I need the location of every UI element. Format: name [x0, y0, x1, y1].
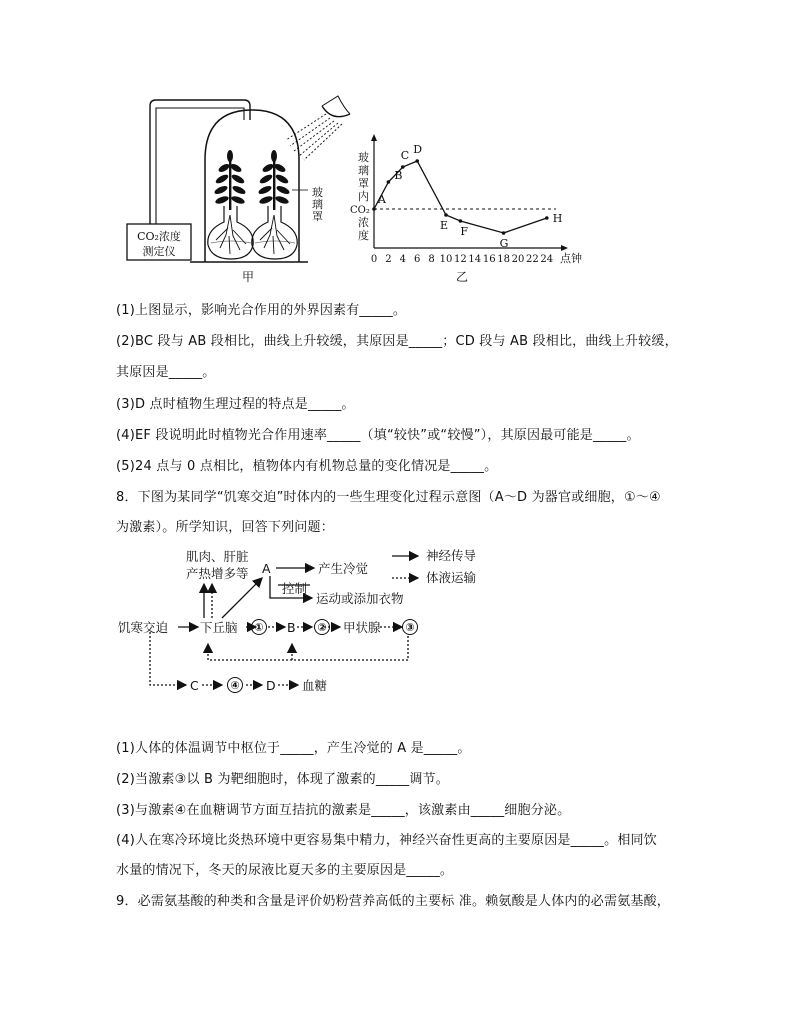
question-7-2a: (2)BC 段与 AB 段相比，曲线上升较缓，其原因是_____；CD 段与 AB 段相比，曲线上升较缓， — [116, 334, 678, 349]
legend-neural-label: 神经传导 — [426, 548, 477, 563]
question-8-3: (3)与激素④在血糖调节方面互拮抗的激素是_____，该激素由_____细胞分泌。 — [116, 803, 571, 818]
glass-label-1: 玻 — [312, 186, 323, 199]
x-tick-label: 24 — [540, 254, 554, 265]
node-c: C — [190, 678, 199, 693]
x-tick-label: 2 — [385, 254, 392, 265]
point-label: F — [460, 225, 469, 238]
x-tick-label: 10 — [439, 254, 453, 265]
blood-sugar-label: 血糖 — [302, 678, 328, 693]
muscle-liver-label: 肌肉、肝脏 — [186, 549, 249, 564]
heat-increase-label: 产热增多等 — [186, 566, 249, 581]
hormone-1-badge: ① — [251, 619, 267, 635]
x-tick-label: 14 — [468, 254, 482, 265]
thyroid-label: 甲状腺 — [343, 620, 381, 635]
question-7-2b: 其原因是_____。 — [116, 365, 216, 380]
svg-text:罩: 罩 — [358, 177, 369, 190]
node-a: A — [262, 561, 271, 576]
question-8-intro-1: 8．下图为某同学“饥寒交迫”时体内的一些生理变化过程示意图（A～D 为器官或细胞，①～④ — [116, 490, 661, 505]
svg-text:玻: 玻 — [358, 151, 369, 164]
glass-label-3: 罩 — [312, 210, 323, 223]
node-d: D — [266, 678, 276, 693]
x-tick-label: 18 — [497, 254, 510, 265]
feel-cold-label: 产生冷觉 — [318, 561, 369, 576]
point-label: A — [378, 193, 386, 206]
hormone-2-badge: ② — [314, 619, 330, 635]
point-label: D — [413, 143, 423, 156]
co2-meter-label-1: CO₂浓度 — [137, 230, 181, 243]
point-label: C — [400, 149, 410, 162]
question-8-4b: 水量的情况下，冬天的尿液比夏天多的主要原因是_____。 — [116, 863, 454, 878]
point-label: G — [499, 237, 509, 250]
x-tick-label: 16 — [482, 254, 496, 265]
control-label: 控制 — [282, 581, 308, 596]
hormone-3-badge: ③ — [402, 619, 418, 635]
svg-text:CO₂: CO₂ — [350, 205, 370, 216]
caption-yi: 乙 — [456, 270, 469, 284]
question-8-2: (2)当激素③以 B 为靶细胞时，体现了激素的_____调节。 — [116, 772, 449, 787]
glass-label-2: 璃 — [312, 198, 323, 211]
x-tick-label: 0 — [370, 254, 378, 265]
hypothalamus-label: 下丘脑 — [200, 620, 238, 635]
svg-text:浓: 浓 — [358, 216, 369, 229]
x-tick-label: 12 — [454, 254, 467, 265]
node-b: B — [287, 620, 296, 635]
x-tick-label: 22 — [526, 254, 539, 265]
question-8-1: (1)人体的体温调节中枢位于_____，产生冷觉的 A 是_____。 — [116, 741, 471, 756]
question-7-4: (4)EF 段说明此时植物光合作用速率_____（填“较快”或“较慢”），其原因最可能是_____。 — [116, 428, 640, 443]
point-label: H — [552, 212, 563, 225]
question-8-intro-2: 为激素）。所学知识，回答下列问题： — [116, 520, 334, 535]
x-tick-label: 20 — [511, 254, 525, 265]
svg-text:度: 度 — [358, 229, 369, 242]
question-7-3: (3)D 点时植物生理过程的特点是_____。 — [116, 397, 355, 412]
point-label: B — [394, 169, 403, 182]
x-tick-label: 8 — [428, 254, 435, 265]
point-label: E — [440, 219, 449, 232]
x-tick-label: 6 — [414, 254, 421, 265]
legend-humoral-label: 体液运输 — [426, 570, 477, 585]
question-8-4a: (4)人在寒冷环境比炎热环境中更容易集中精力，神经兴奋性更高的主要原因是_____。相同饮 — [116, 833, 657, 848]
hungry-cold-label: 饥寒交迫 — [118, 620, 169, 635]
hormone-4-badge: ④ — [227, 677, 243, 693]
x-axis-unit: 点钟 — [560, 252, 582, 265]
x-tick-label: 4 — [399, 254, 406, 265]
co2-meter-label-2: 测定仪 — [142, 245, 176, 258]
question-9-intro: 9．必需氨基酸的种类和含量是评价奶粉营养高低的主要标 准。赖氨酸是人体内的必需氨基酸， — [116, 894, 671, 909]
caption-jia: 甲 — [242, 270, 255, 284]
svg-text:璃: 璃 — [358, 164, 369, 177]
question-7-5: (5)24 点与 0 点相比，植物体内有机物总量的变化情况是_____。 — [116, 459, 498, 474]
svg-text:内: 内 — [358, 190, 369, 203]
action-label: 运动或添加衣物 — [316, 591, 404, 606]
question-7-1: (1)上图显示，影响光合作用的外界因素有_____。 — [116, 303, 407, 318]
